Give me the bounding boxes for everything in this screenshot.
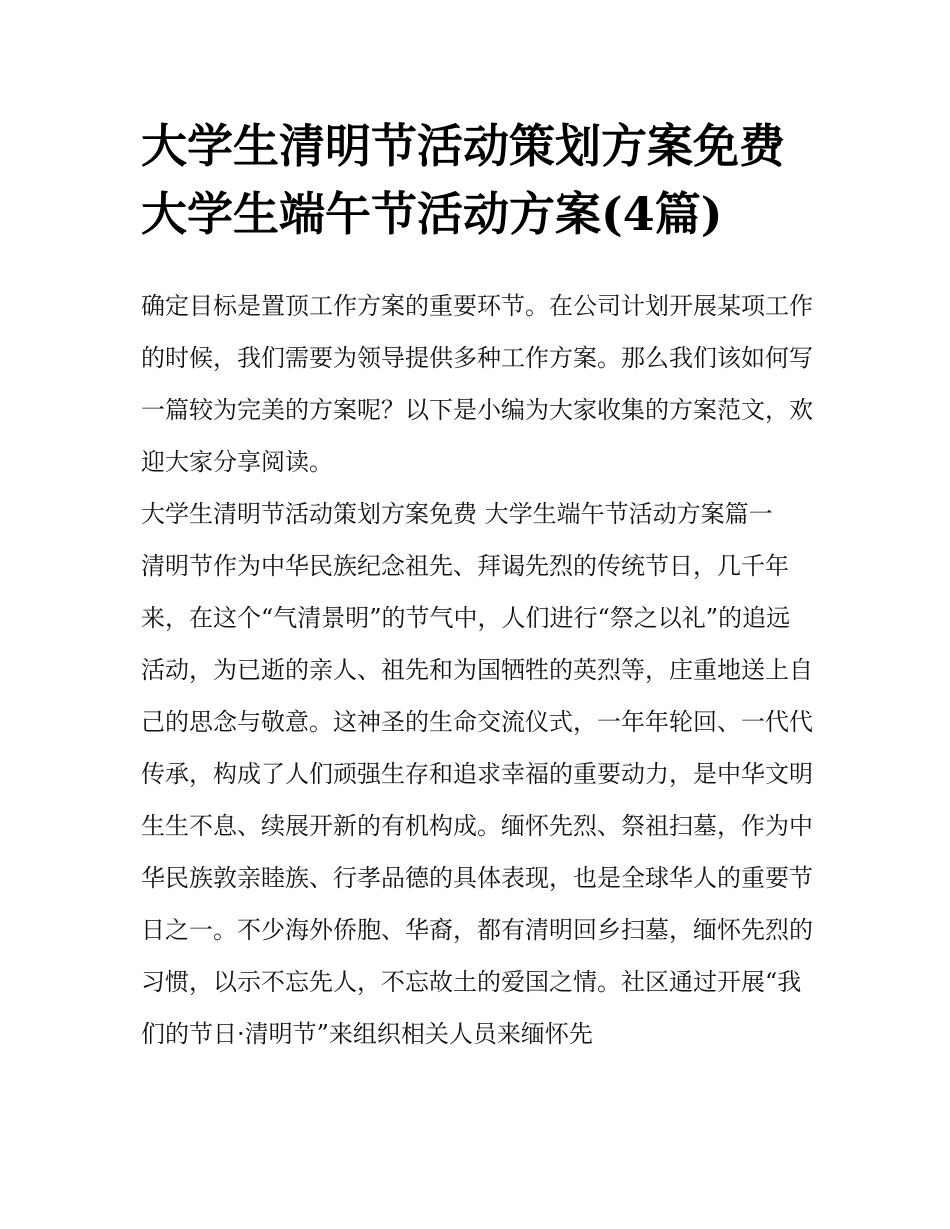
title-part-1: 大学生清明节活动策划方案免费 [141, 119, 785, 173]
body-paragraph: 清明节作为中华民族纪念祖先、拜谒先烈的传统节日，几千年来，在这个“气清景明”的节气中，人们进行“祭之以礼”的追远活动，为已逝的亲人、祖先和为国牺牲的英烈等，庄重地送上自己的思念与敬意。这神圣的生命交流仪式，一年年轮回、一代代传承，构成了人们顽强生存和追求幸福的重要动力，是中华文明生生不息、续展开新的有机构成。缅怀先烈、祭祖扫墓，作为中华民族敦亲睦族、行孝品德的具体表现，也是全球华人的重要节日之一。不少海外侨胞、华裔，都有清明回乡扫墓，缅怀先烈的习惯，以示不忘先人，不忘故土的爱国之情。社区通过开展“我们的节日·清明节”来组织相关人员来缅怀先 [141, 552, 813, 1048]
intro-paragraph: 确定目标是置顶工作方案的重要环节。在公司计划开展某项工作的时候，我们需要为领导提供多种工作方案。那么我们该如何写一篇较为完美的方案呢？以下是小编为大家收集的方案范文，欢迎大家分享阅读。 [141, 292, 813, 476]
document-page [141, 112, 813, 1060]
section-heading: 大学生清明节活动策划方案免费 大学生端午节活动方案篇一 [141, 500, 773, 528]
document-title [141, 112, 813, 248]
title-part-2: 大学生端午节活动方案(4篇) [141, 187, 723, 241]
